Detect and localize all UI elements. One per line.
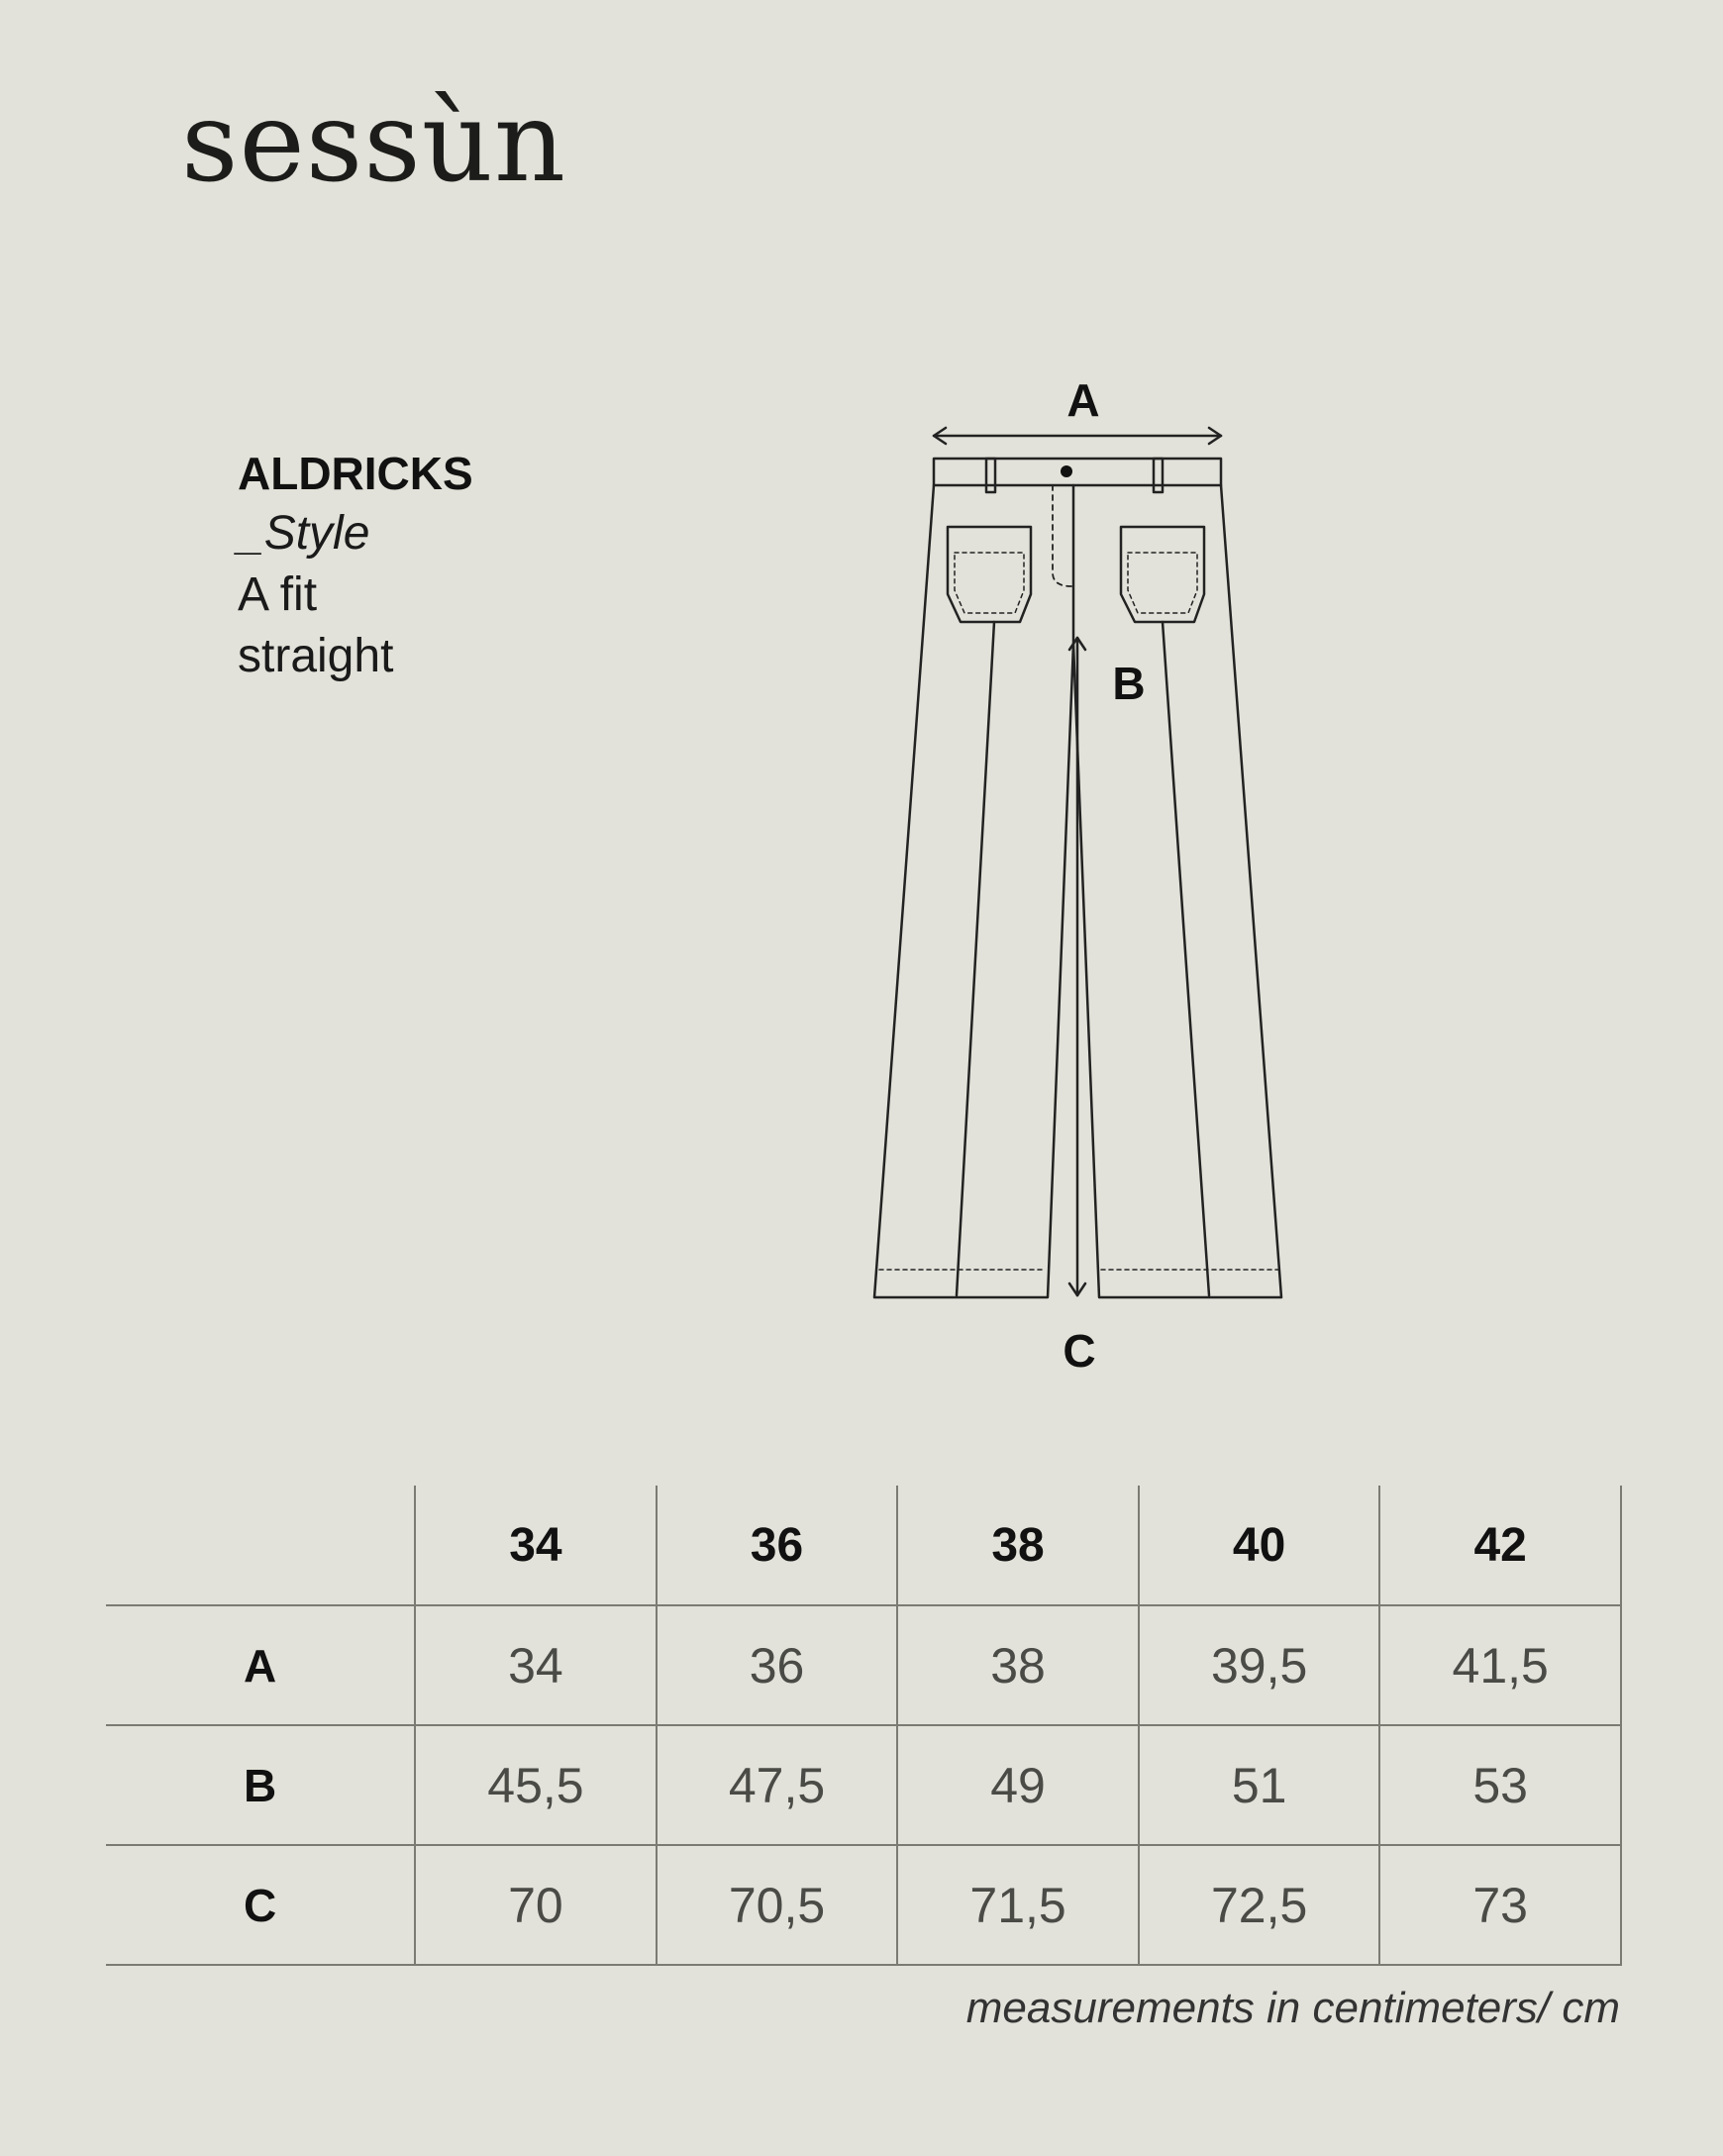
pocket-right	[1121, 527, 1204, 622]
table-cell: 39,5	[1138, 1606, 1379, 1724]
size-header: 38	[896, 1486, 1138, 1604]
table-cell: 41,5	[1378, 1606, 1622, 1724]
table-cell: 34	[414, 1606, 656, 1724]
size-header: 36	[656, 1486, 897, 1604]
pants-diagram	[852, 357, 1307, 1386]
waistband	[934, 459, 1221, 485]
table-cell: 49	[896, 1726, 1138, 1844]
measure-bc-arrow	[1069, 638, 1085, 1295]
brand-logo: sessùn	[181, 78, 566, 207]
label-b: B	[1112, 658, 1146, 709]
measure-a-arrow	[934, 428, 1221, 444]
table-cell: 36	[656, 1606, 897, 1724]
label-a: A	[1066, 374, 1100, 426]
label-c: C	[1063, 1325, 1096, 1377]
table-cell: 73	[1378, 1846, 1622, 1964]
size-header: 34	[414, 1486, 656, 1604]
style-label: _Style	[238, 507, 370, 560]
table-cell: 45,5	[414, 1726, 656, 1844]
row-label: A	[243, 1639, 277, 1692]
table-row	[106, 1726, 1622, 1846]
product-name: ALDRICKS	[238, 448, 473, 499]
table-cell: 38	[896, 1606, 1138, 1724]
table-cell: 47,5	[656, 1726, 897, 1844]
style-line-cut: straight	[238, 630, 394, 682]
table-cell: 71,5	[896, 1846, 1138, 1964]
size-header: 42	[1378, 1486, 1622, 1604]
row-label: B	[243, 1759, 277, 1811]
table-row	[106, 1846, 1622, 1966]
table-row	[106, 1606, 1622, 1726]
table-cell: 72,5	[1138, 1846, 1379, 1964]
size-table	[106, 1486, 1622, 1966]
product-style-block	[238, 444, 473, 687]
belt-loop-right	[1154, 459, 1163, 492]
table-cell: 53	[1378, 1726, 1622, 1844]
table-header-row	[106, 1486, 1622, 1606]
waist-button	[1061, 465, 1072, 477]
header-corner	[106, 1486, 414, 1604]
table-cell: 51	[1138, 1726, 1379, 1844]
belt-loop-left	[986, 459, 995, 492]
table-cell: 70	[414, 1846, 656, 1964]
table-cell: 70,5	[656, 1846, 897, 1964]
pocket-left	[948, 527, 1031, 622]
style-line-fit: A fit	[238, 568, 318, 621]
row-label: C	[243, 1879, 277, 1931]
size-header: 40	[1138, 1486, 1379, 1604]
units-footnote: measurements in centimeters/ cm	[965, 1984, 1620, 2032]
